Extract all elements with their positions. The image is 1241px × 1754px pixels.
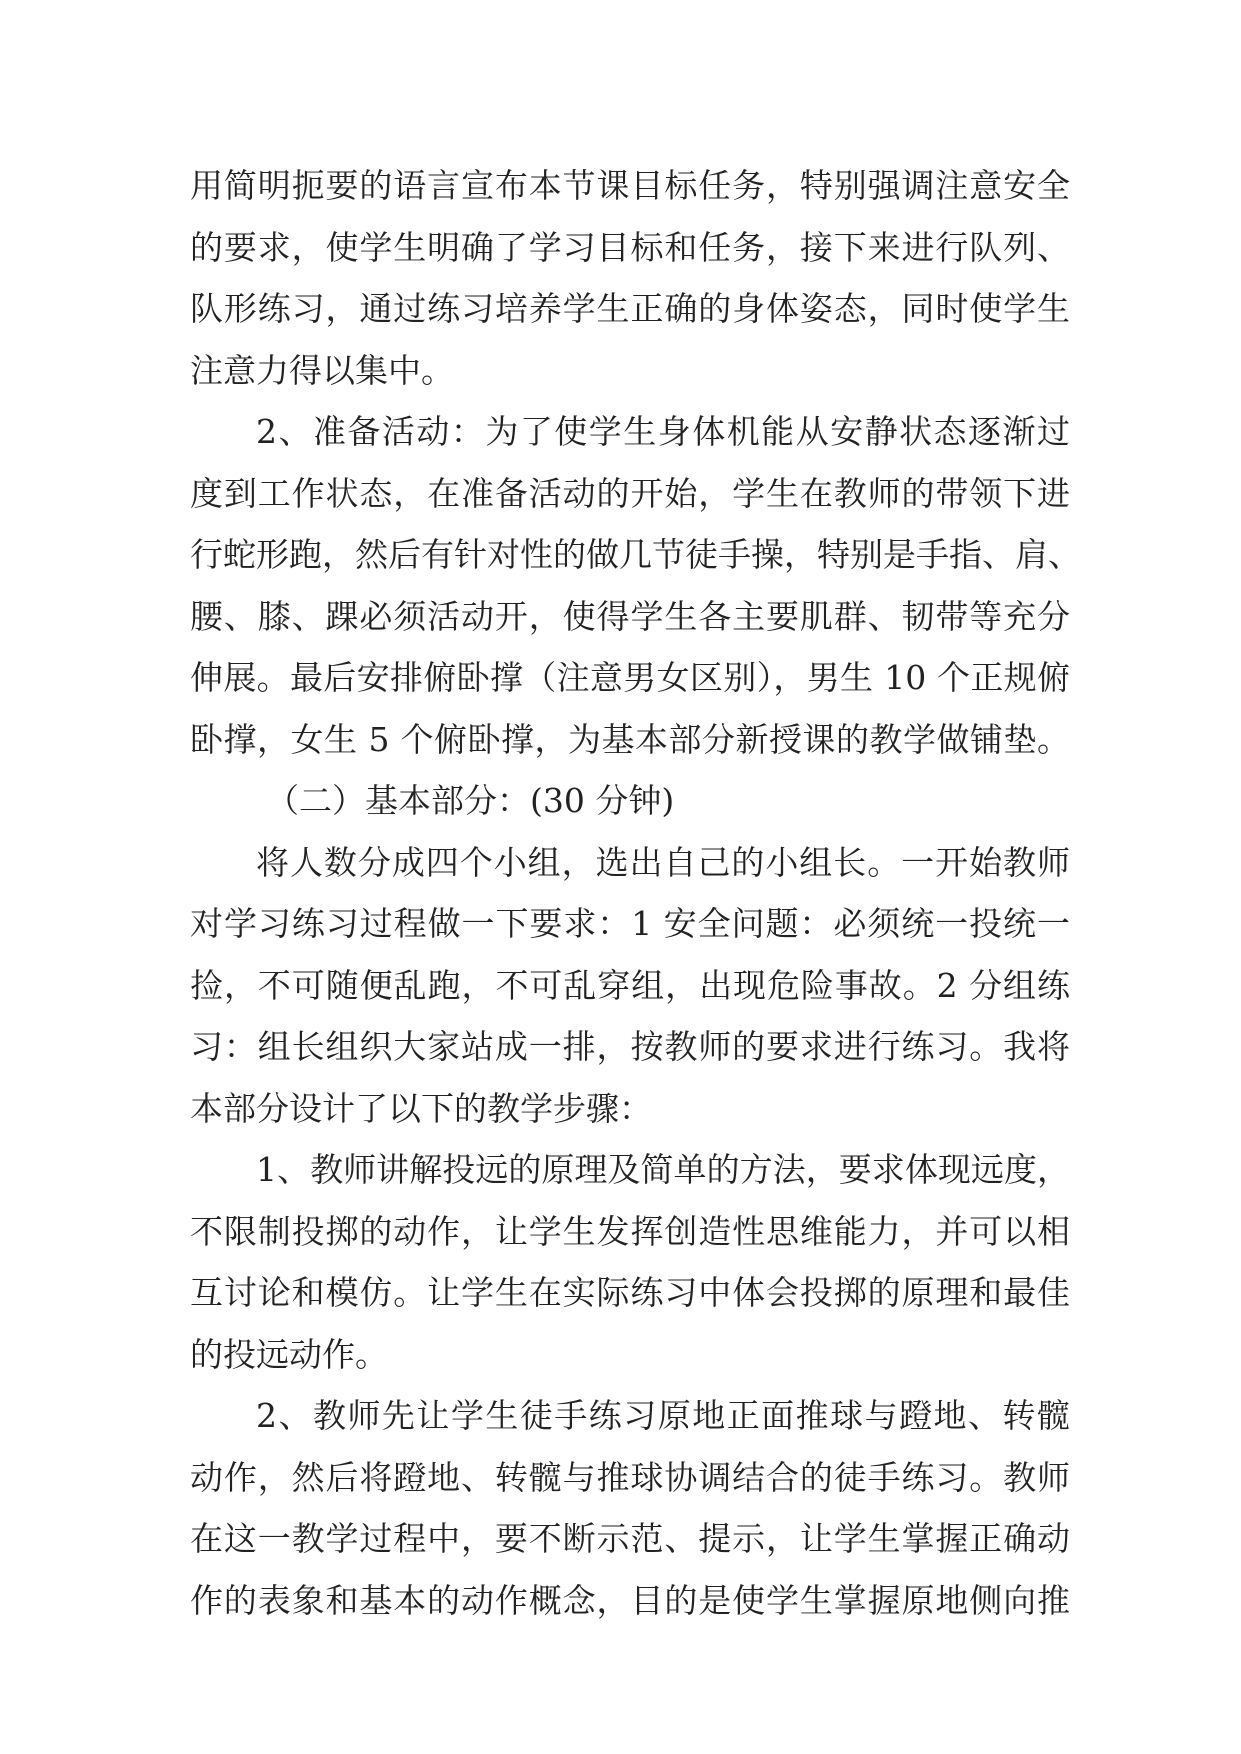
text-line: 捡，不可随便乱跑，不可乱穿组，出现危险事故。2 分组练 (190, 965, 1070, 1005)
text-line: 在这一教学过程中，要不断示范、提示，让学生掌握正确动 (190, 1519, 1070, 1558)
text-line: 习：组长组织大家站成一排，按教师的要求进行练习。我将 (190, 1027, 1070, 1066)
text-line: 度到工作状态，在准备活动的开始，学生在教师的带领下进 (190, 473, 1070, 513)
text-line: 2、准备活动：为了使学生身体机能从安静状态逐渐过 (256, 412, 1070, 451)
text-line: 卧撑，女生 5 个俯卧撑，为基本部分新授课的教学做铺垫。 (190, 719, 1070, 759)
text-line: 将人数分成四个小组，选出自己的小组长。一开始教师 (256, 842, 1070, 882)
text-line: 用简明扼要的语言宣布本节课目标任务，特别强调注意安全 (190, 166, 1070, 205)
text-line: 行蛇形跑，然后有针对性的做几节徒手操，特别是手指、肩、 (190, 535, 1081, 574)
section-heading: （二）基本部分：(30 分钟) (266, 781, 675, 820)
text-line: 2、教师先让学生徒手练习原地正面推球与蹬地、转髋 (256, 1396, 1070, 1435)
text-line: 互讨论和模仿。让学生在实际练习中体会投掷的原理和最佳 (190, 1273, 1070, 1312)
text-line: 1、教师讲解投远的原理及简单的方法，要求体现远度， (256, 1150, 1070, 1189)
text-line: 动作，然后将蹬地、转髋与推球协调结合的徒手练习。教师 (190, 1457, 1070, 1497)
text-line: 不限制投掷的动作，让学生发挥创造性思维能力，并可以相 (190, 1211, 1070, 1251)
text-line: 本部分设计了以下的教学步骤： (190, 1088, 652, 1128)
text-line: 的投远动作。 (190, 1334, 388, 1374)
text-line: 对学习练习过程做一下要求：1 安全问题：必须统一投统一 (190, 904, 1070, 943)
text-line: 腰、膝、踝必须活动开，使得学生各主要肌群、韧带等充分 (190, 596, 1070, 636)
text-line: 作的表象和基本的动作概念，目的是使学生掌握原地侧向推 (190, 1580, 1070, 1620)
text-line: 注意力得以集中。 (190, 350, 454, 390)
text-line: 的要求，使学生明确了学习目标和任务，接下来进行队列、 (190, 227, 1070, 267)
document-page (190, 155, 1081, 1631)
text-line: 队形练习，通过练习培养学生正确的身体姿态，同时使学生 (190, 289, 1070, 328)
text-line: 伸展。最后安排俯卧撑（注意男女区别），男生 10 个正规俯 (190, 658, 1070, 697)
